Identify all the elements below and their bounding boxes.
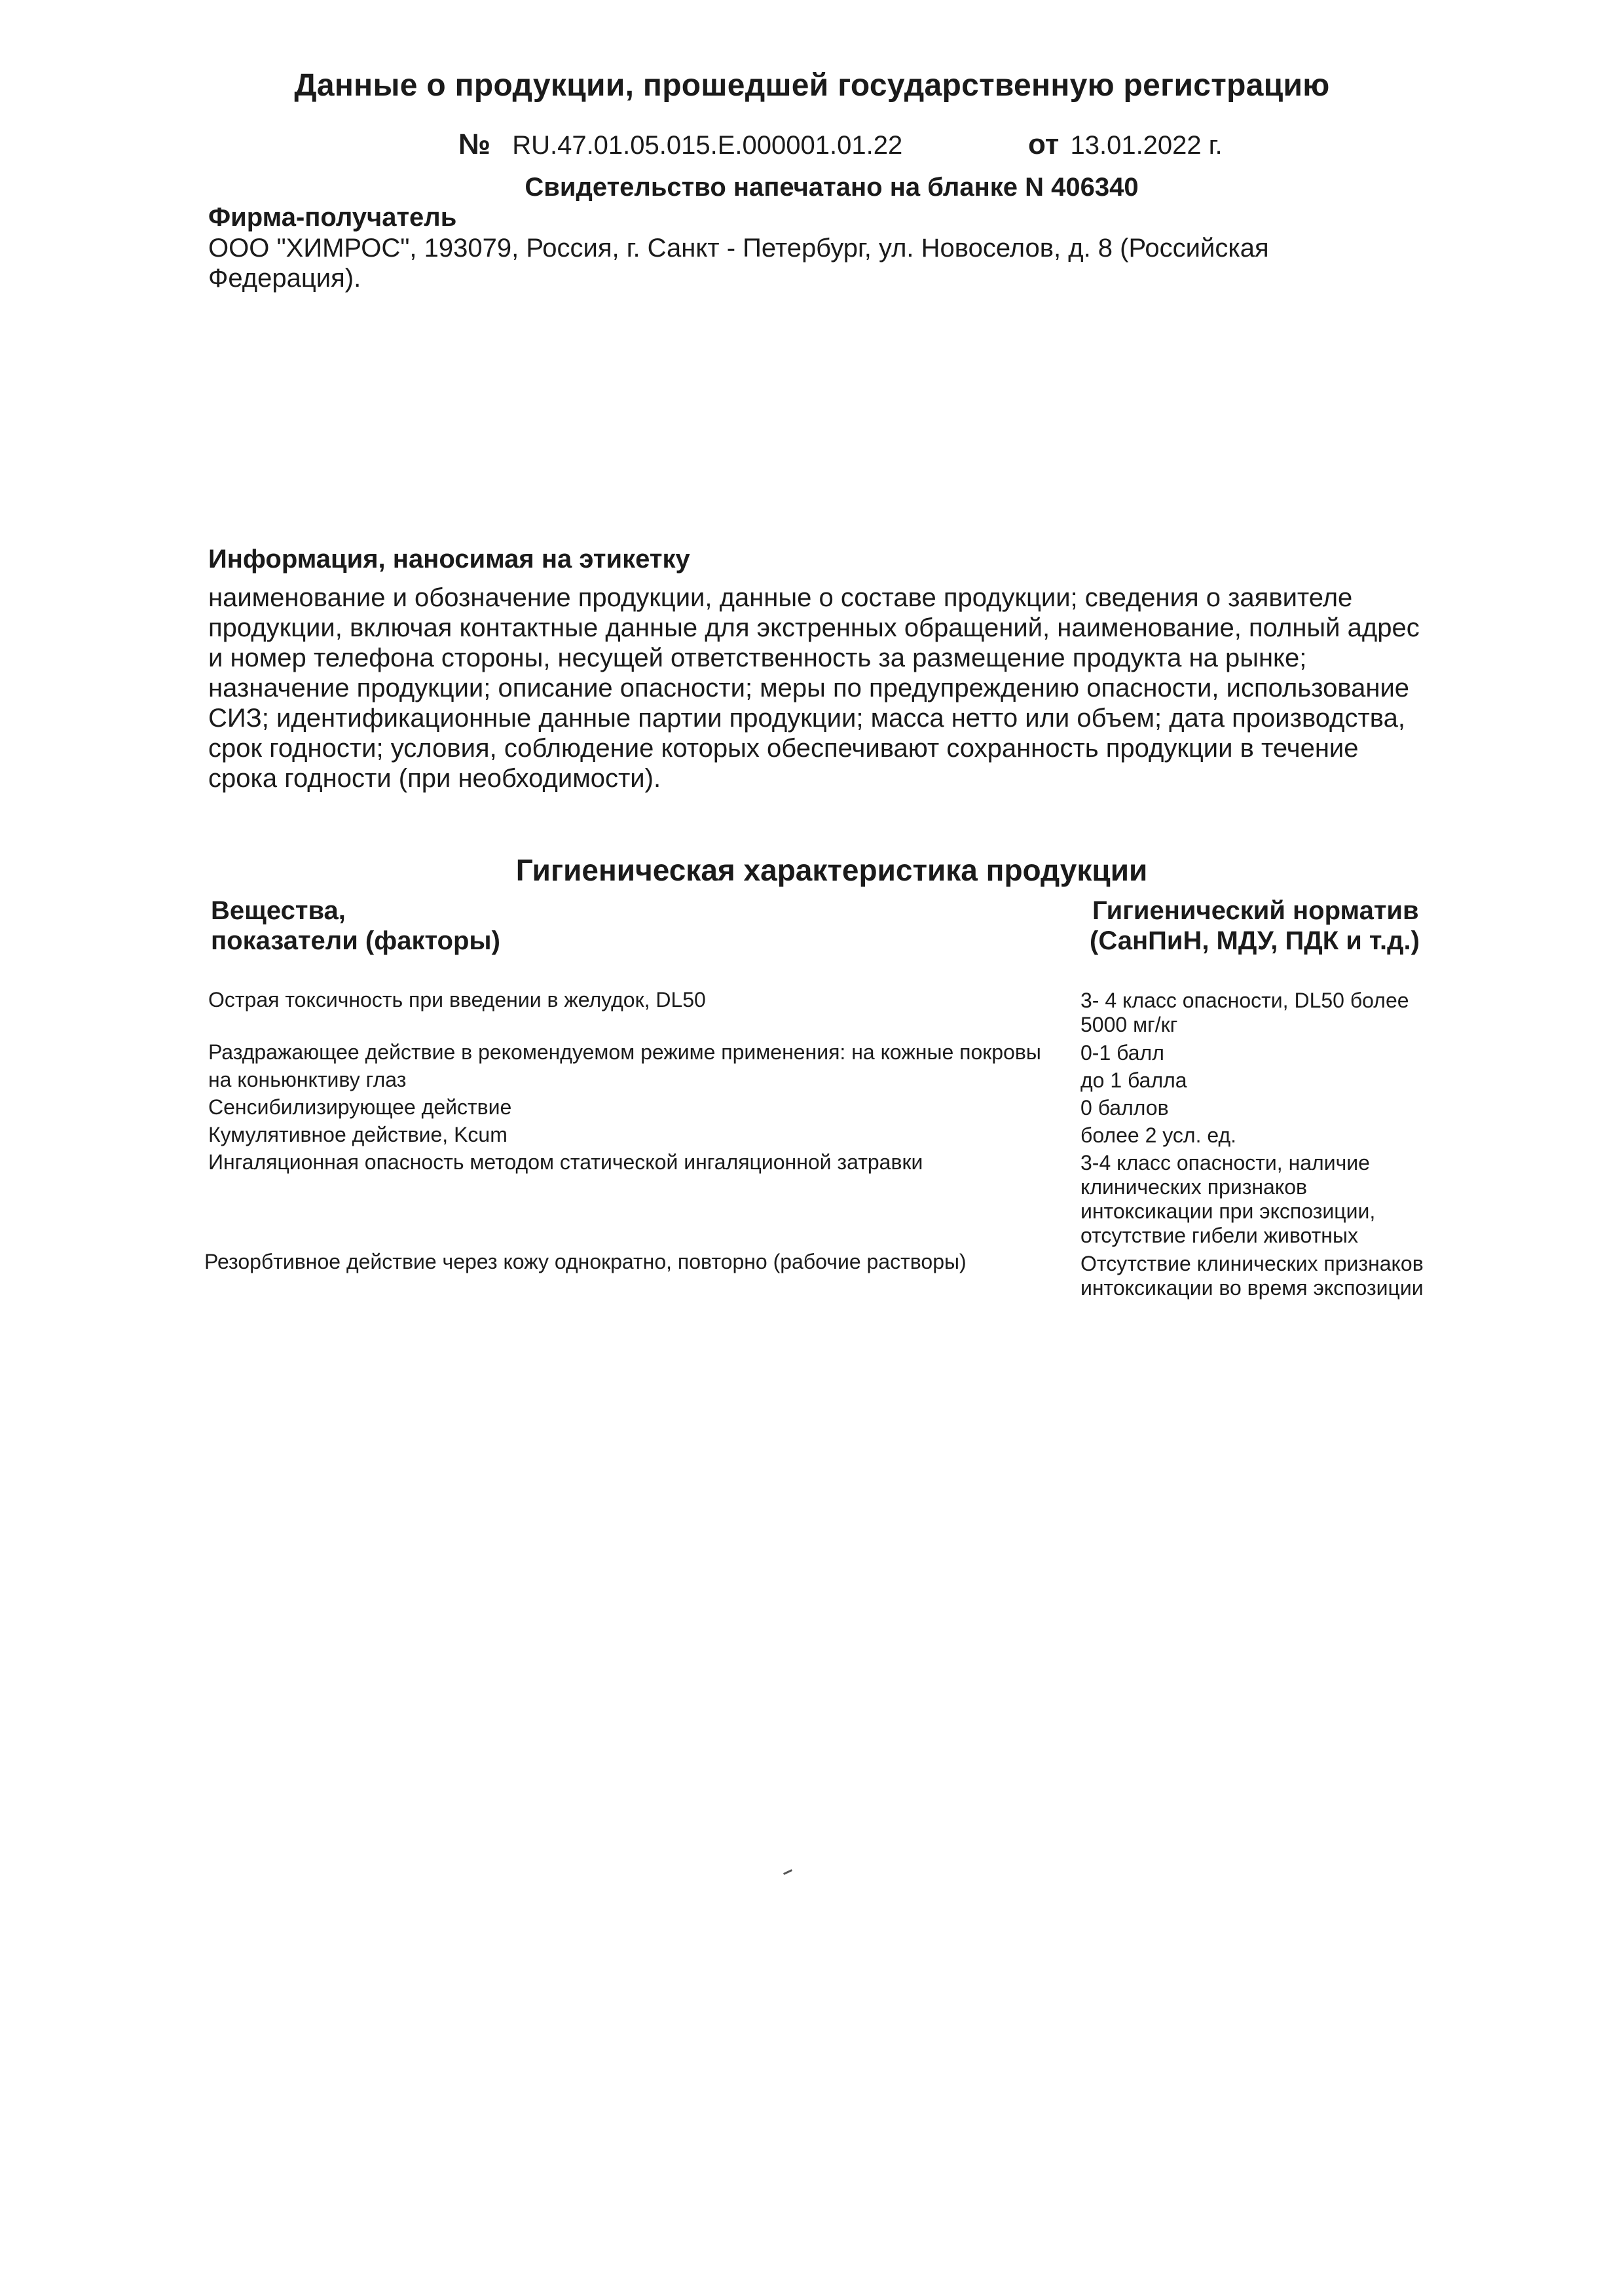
label-info-line: срок годности; условия, соблюдение которых обеспечивают сохранность продукции в течение bbox=[208, 734, 1359, 763]
factor-irritation-eyes: на коньюнктиву глаз bbox=[208, 1068, 407, 1091]
recipient-heading: Фирма-получатель bbox=[208, 203, 457, 232]
label-info-line: назначение продукции; описание опасности; меры по предупреждению опасности, использование bbox=[208, 674, 1410, 702]
scan-speck bbox=[783, 1869, 792, 1875]
norm-sensitization: 0 баллов bbox=[1080, 1096, 1169, 1120]
label-info-line: продукции, включая контактные данные для экстренных обращений, наименование, полный адрес bbox=[208, 613, 1420, 642]
recipient-text bbox=[208, 233, 1479, 293]
norm-cumulative: более 2 усл. ед. bbox=[1080, 1123, 1237, 1147]
factor-cumulative: Кумулятивное действие, Kcum bbox=[208, 1123, 507, 1146]
label-info-line: СИЗ; идентификационные данные партии продукции; масса нетто или объем; дата производства, bbox=[208, 704, 1405, 733]
label-info-line: и номер телефона стороны, несущей ответственность за размещение продукта на рынке; bbox=[208, 644, 1307, 672]
label-info-line: наименование и обозначение продукции, данные о составе продукции; сведения о заявителе bbox=[208, 583, 1353, 612]
hygiene-title: Гигиеническая характеристика продукции bbox=[515, 853, 1148, 887]
norm-resorptive: Отсутствие клинических признаков интоксикации во время экспозиции bbox=[1080, 1252, 1424, 1300]
recipient-line: Федерация). bbox=[208, 264, 361, 293]
blank-note: Свидетельство напечатано на бланке N 406340 bbox=[525, 173, 1139, 202]
registration-number: RU.47.01.05.015.E.000001.01.22 bbox=[512, 131, 903, 160]
number-label: № bbox=[458, 128, 491, 160]
column-header-factors: Вещества, показатели (факторы) bbox=[211, 896, 500, 955]
norm-irritation-eyes: до 1 балла bbox=[1080, 1068, 1187, 1092]
norm-inhalation: 3-4 класс опасности, наличие клинических признаков интоксикации при экспозиции, отсутствие гибели животных bbox=[1080, 1151, 1376, 1247]
registration-date: 13.01.2022 г. bbox=[1070, 131, 1223, 160]
label-info-line: срока годности (при необходимости). bbox=[208, 764, 661, 793]
label-info-heading: Информация, наносимая на этикетку bbox=[208, 545, 690, 574]
registration-number-line bbox=[458, 128, 902, 161]
norm-acute-toxicity: 3- 4 класс опасности, DL50 более 5000 мг/кг bbox=[1080, 989, 1409, 1036]
factor-acute-toxicity: Острая токсичность при введении в желудок, DL50 bbox=[208, 988, 706, 1011]
label-info-text bbox=[208, 583, 1479, 793]
factor-sensitization: Сенсибилизирующее действие bbox=[208, 1095, 512, 1119]
column-header-norms: Гигиенический норматив (СанПиН, МДУ, ПДК и т.д.) bbox=[1090, 896, 1420, 955]
factor-resorptive: Резорбтивное действие через кожу однократно, повторно (рабочие растворы) bbox=[204, 1250, 967, 1273]
recipient-line: ООО "ХИМРОС", 193079, Россия, г. Санкт - Петербург, ул. Новоселов, д. 8 (Российская bbox=[208, 234, 1269, 263]
factor-irritation-skin: Раздражающее действие в рекомендуемом режиме применения: на кожные покровы bbox=[208, 1040, 1041, 1064]
factor-inhalation: Ингаляционная опасность методом статической ингаляционной затравки bbox=[208, 1150, 923, 1174]
document-title: Данные о продукции, прошедшей государственную регистрацию bbox=[294, 68, 1330, 103]
registration-date-line bbox=[1028, 128, 1223, 161]
date-label: от bbox=[1028, 128, 1060, 160]
norm-irritation-skin: 0-1 балл bbox=[1080, 1041, 1164, 1065]
